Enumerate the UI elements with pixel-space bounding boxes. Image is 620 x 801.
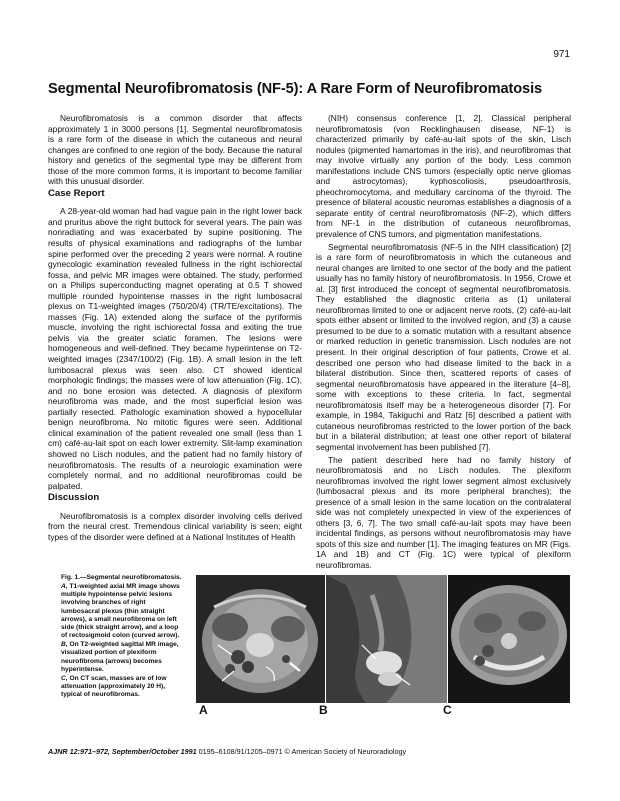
figure-panel-b-mr-sagittal (326, 575, 447, 703)
discussion-paragraph: Neurofibromatosis is a complex disorder involving cells derived from the neural crest. Tremendous clinical variability is seen; eight types of the disorder were defined at a National Institutes of Health (48, 510, 302, 542)
page-footer (48, 747, 406, 756)
left-column (48, 113, 302, 542)
caption-c-label: C, (61, 674, 68, 682)
mr-axial-image (196, 575, 325, 703)
figure-caption (61, 574, 186, 699)
copyright-line: 0195–6108/91/1205–0971 © American Society of Neuroradiology (196, 747, 407, 756)
panel-c-label: C (443, 703, 452, 717)
caption-c-text: On CT scan, masses are of low attenuation (approximately 20 H), typical of neurofibromas. (61, 674, 167, 699)
figure-panel-a-mr-axial (196, 575, 325, 703)
case-report-paragraph: A 28-year-old woman had had vague pain in the right lower back and pruritus above the right buttock for several years. The pain was nonradiating and was exacerbated by supine positioning. The results of physical examinations and radiographs of the lumbar spine performed over the preceding 2 years were normal. A routine gynecologic examination revealed fullness in the right ischiorectal fossa, and pelvic MR images were obtained. The study, performed on a Philips superconducting magnet operating at 0.5 T showed multiple rounded hypointense masses in the right lumbosacral plexus on T1-weighted images (750/20/4) (TR/TE/excitations). The masses (Fig. 1A) extended along the surface of the pyriformis muscle, involving the right ischiorectal fossa and exiting the true pelvis via the greater sciatic foramen. The lesions were homogeneous and well-defined. They became hyperintense on T2-weighted images (2347/100/2) (Fig. 1B). A small lesion in the left lumbosacral plexus was seen also. CT showed identical morphologic findings; the masses were of low attenuation (Fig. 1C), and no bone erosion was detected. A diagnosis of plexiform neurofibroma was made, and the most superficial lesion was partially resected. Pathologic examination showed a hypocellular benign neurofibroma. No mitotic figures were seen. Additional clinical examination of the patient revealed one small (less than 1 cm) café-au-lait spot on each lower extremity. Slit-lamp examination showed no Lisch nodules, and the patient had no family history of neurofibromatosis. The results of a neurologic examination were completely normal, and no additional neurofibromas could be palpated. (48, 206, 302, 491)
caption-title: Fig. 1.—Segmental neurofibromatosis. (61, 574, 182, 581)
discussion-heading: Discussion (48, 492, 100, 504)
case-report-heading: Case Report (48, 187, 105, 199)
right-column (316, 113, 571, 571)
caption-b (61, 641, 186, 674)
panel-b-label: B (319, 703, 328, 717)
article-title: Segmental Neurofibromatosis (NF-5): A Rare Form of Neurofibromatosis (48, 81, 543, 97)
caption-b-label: B, (61, 641, 68, 649)
ct-image (448, 575, 570, 703)
discussion-paragraph-continued: (NIH) consensus conference [1, 2]. Classical peripheral neurofibromatosis (von Recklinghausen disease, NF-1) is characterized primarily by café-au-lait spots of the skin, Lisch nodules (pigmented hamartomas in the iris), and neurofibromas that may involve virtually any portion of the body. Less common manifestations include CNS tumors (especially optic nerve gliomas and astrocytomas), kyphoscoliosis, pseudoarthrosis, pheochromocytoma, and medullary carcinoma of the thyroid. The presence of bilateral acoustic neuromas establishes a diagnosis of a separate entity of central neurofibromatosis (NF-2), which differs from NF-1 in the distribution of cutaneous neurofibromas, prevalence of CNS tumors, and pigmentation manifestations. (316, 113, 571, 240)
journal-reference: AJNR 12:971–972, September/October 1991 (48, 747, 197, 756)
panel-a-label: A (199, 703, 208, 717)
mr-sagittal-image (326, 575, 447, 703)
caption-a-label: A, (61, 583, 68, 591)
page-number: 971 (553, 49, 570, 60)
discussion-paragraph-patient: The patient described here had no family history of neurofibromatosis and no Lisch nodules. The plexiform neurofibromas involved the right lower segment almost exclusively (lumbosacral plexus and its more peripheral branches); the presence of a small lesion in the same location on the contralateral side was not completely unexpected in view of the experiences of others [3, 6, 7]. The two small café-au-lait spots may have been incidental findings, as persons without neurofibromatosis may have spots of this size and number [1]. The imaging features on MR (Figs. 1A and 1B) and CT (Fig. 1C) were typical of plexiform neurofibromas. (316, 454, 571, 570)
figure-panel-c-ct (448, 575, 570, 703)
intro-paragraph: Neurofibromatosis is a common disorder that affects approximately 1 in 3000 persons [1]. Segmental neurofibromatosis is a rare form of the disease in which the cutaneous and neural changes are confined to one region of the body. Because the natural history and genetics of the segmental type may be different from those of the more common forms, it is important to become familiar with this unusual disorder. (48, 113, 302, 187)
caption-c (61, 675, 186, 699)
caption-a (61, 583, 186, 640)
caption-b-text: On T2-weighted sagittal MR image, visualized portion of plexiform neurofibroma (arrows) becomes hyperintense. (61, 641, 179, 673)
discussion-paragraph-segmental: Segmental neurofibromatosis (NF-5 in the NIH classification) [2] is a rare form of neurofibromatosis in which the cutaneous and neural changes are limited to one sector of the body and the patient usually has no family history of neurofibromatosis. In 1956, Crowe et al. [3] first introduced the concept of segmental neurofibromatosis. They established the diagnostic criteria as (1) unilateral neurofibromas limited to one or adjacent nerve roots, (2) café-au-lait spots either absent or limited to the involved region, and (3) a cause presumed to be due to a somatic mutation with a resultant absence or marked reduction in genetic transmission. Lisch nodules are not present. In their original description of four patients, Crowe et al. described one person who had disease limited to the back in a bilateral distribution. Since then, scattered reports of cases of segmental neurofibromatosis have appeared in the literature [4–8], some with exceptions to these criteria. In fact, segmental neurofibromatosis itself may be a heterogeneous disorder [7]. For example, in 1984, Takiguchi and Ratz [6] described a patient with cutaneous neurofibromas restricted to the lower portion of the back but in a bilateral distribution; at least one other report of bilateral segmental involvement has been published [7]. (316, 241, 571, 452)
caption-a-text: T1-weighted axial MR image shows multiple hypointense pelvic lesions involving branches of right lumbosacral plexus (thin straight arrows), a small neurofibroma on left side (thick straight arrow), and a loop of rectosigmoid colon (curved arrow). (61, 583, 180, 640)
